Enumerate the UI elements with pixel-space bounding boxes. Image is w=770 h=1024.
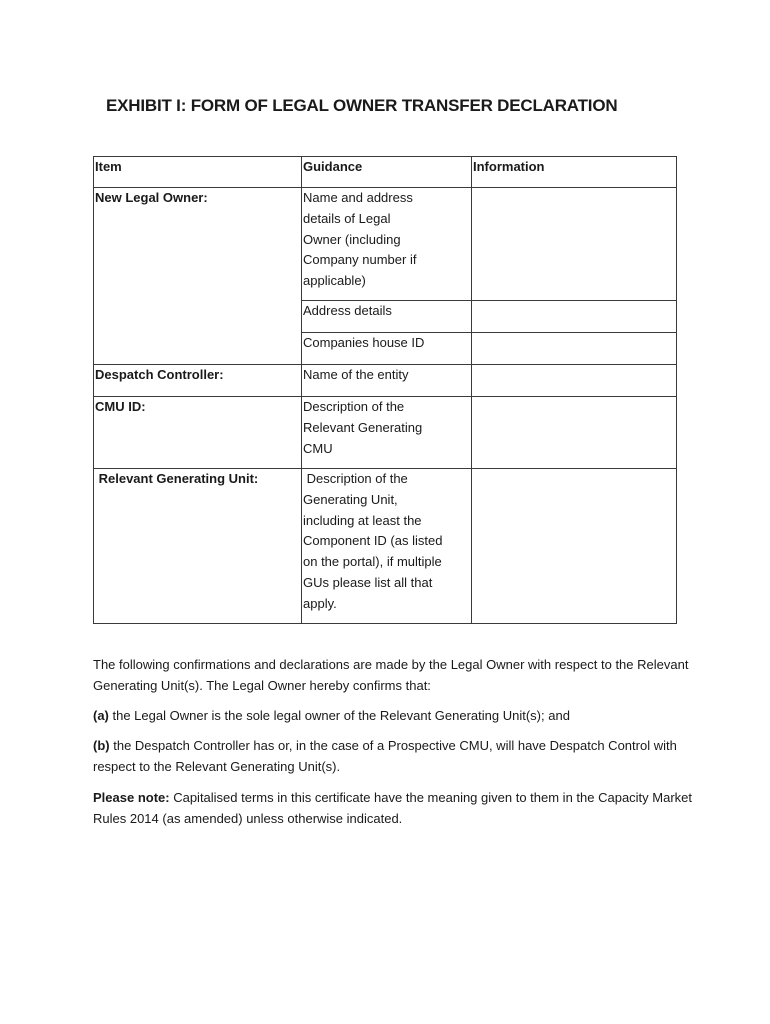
page-title: EXHIBIT I: FORM OF LEGAL OWNER TRANSFER DECLARATION [106, 96, 618, 115]
table-row [94, 365, 677, 397]
intro-paragraph: The following confirmations and declarations are made by the Legal Owner with respect to the Relevant Generating Unit(s). The Legal Owner hereby confirms that: [93, 657, 689, 693]
declaration-table [93, 156, 677, 624]
item-cell-relevant-generating-unit: Relevant Generating Unit: [94, 469, 302, 624]
header-item: Item [94, 157, 302, 188]
confirmation-b-text: the Despatch Controller has or, in the case of a Prospective CMU, will have Despatch Control with respect to the Relevant Generating Unit(s). [93, 738, 677, 774]
information-cell-companies-house[interactable] [472, 333, 677, 365]
header-information: Information [472, 157, 677, 188]
confirmation-a [93, 705, 693, 726]
guidance-cell: Name of the entity [302, 365, 472, 397]
guidance-cell: Description of the Generating Unit, including at least the Component ID (as listed on the portal), if multiple GUs please list all that apply. [302, 469, 472, 624]
item-cell-cmu-id: CMU ID: [94, 397, 302, 469]
confirmation-a-text: the Legal Owner is the sole legal owner of the Relevant Generating Unit(s); and [108, 708, 570, 723]
confirmation-b [93, 735, 693, 777]
guidance-cell: Name and address details of Legal Owner (including Company number if applicable) [302, 188, 472, 301]
information-cell-new-legal-owner[interactable] [472, 188, 677, 301]
guidance-cell: Description of the Relevant Generating CMU [302, 397, 472, 469]
item-cell-new-legal-owner: New Legal Owner: [94, 188, 302, 365]
information-cell-cmu-id[interactable] [472, 397, 677, 469]
table-row [94, 397, 677, 469]
information-cell-address[interactable] [472, 301, 677, 333]
table-header-row [94, 157, 677, 188]
note-label: Please note: [93, 790, 170, 805]
table-row [94, 469, 677, 624]
item-cell-despatch-controller: Despatch Controller: [94, 365, 302, 397]
guidance-cell: Address details [302, 301, 472, 333]
header-guidance: Guidance [302, 157, 472, 188]
note-text: Capitalised terms in this certificate have the meaning given to them in the Capacity Market Rules 2014 (as amended) unless otherwise indicated. [93, 790, 693, 826]
information-cell-relevant-generating-unit[interactable] [472, 469, 677, 624]
table-row [94, 188, 677, 301]
confirmation-a-label: (a) [93, 708, 109, 723]
information-cell-despatch-controller[interactable] [472, 365, 677, 397]
note-paragraph [93, 787, 693, 829]
confirmation-b-label: (b) [93, 738, 110, 753]
guidance-cell: Companies house ID [302, 333, 472, 365]
